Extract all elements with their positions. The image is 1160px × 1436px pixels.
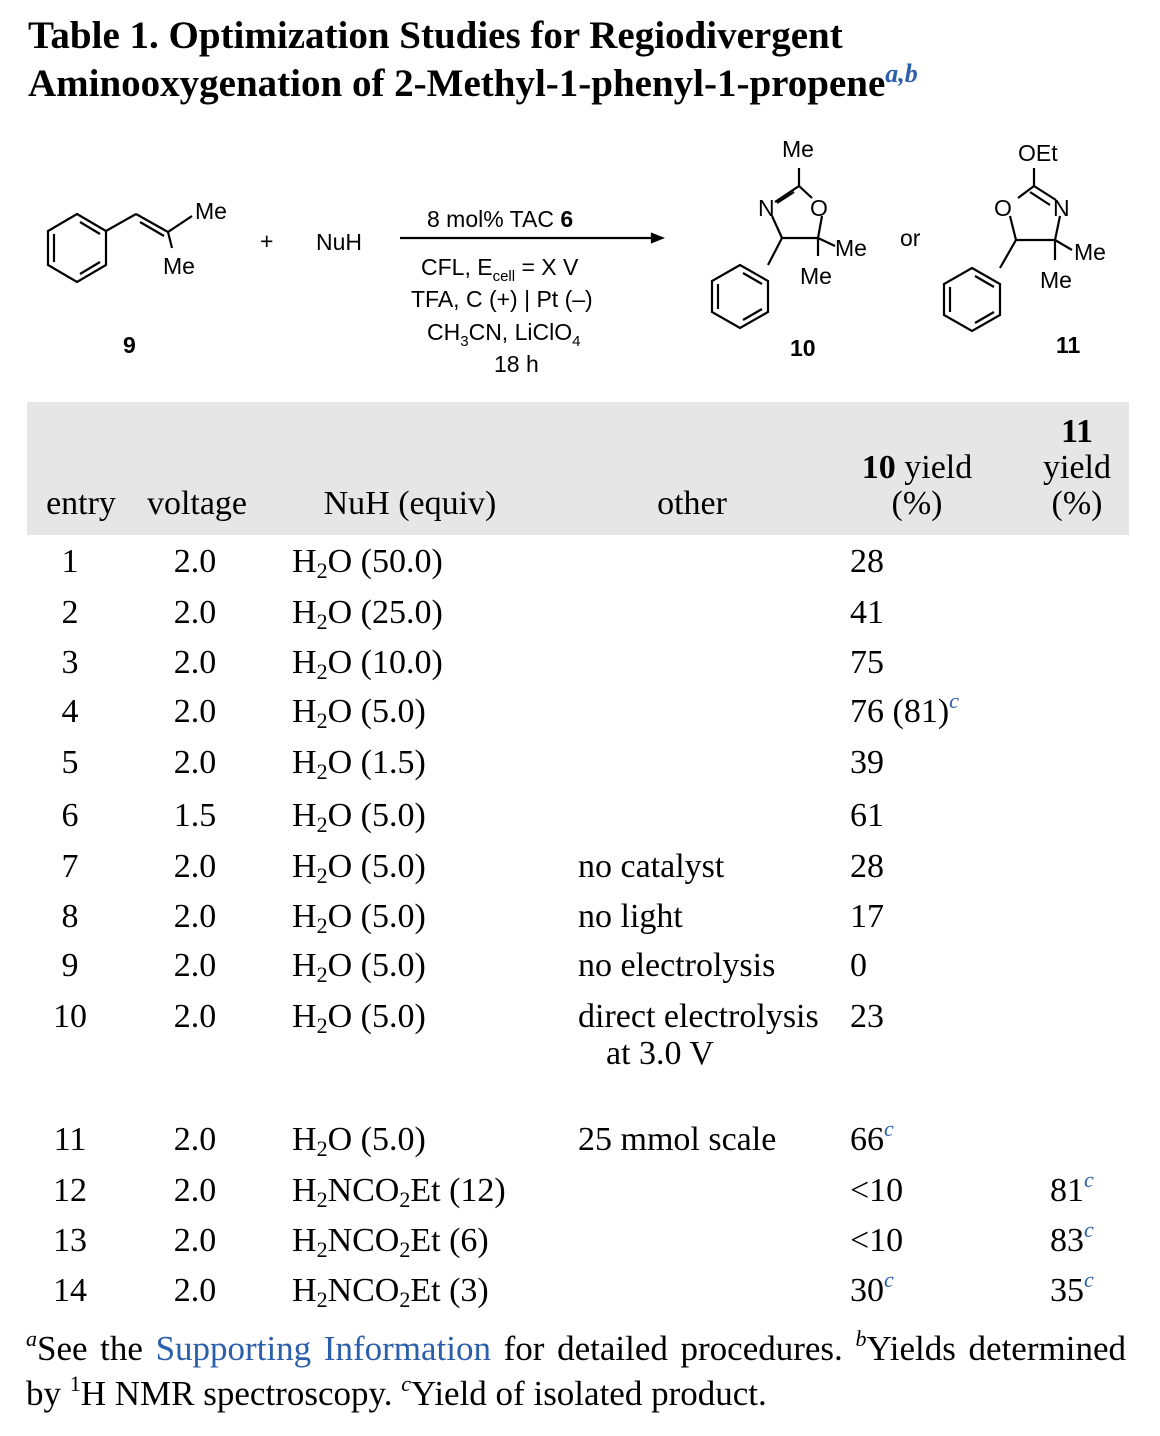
product-10-me-top: Me [782,136,814,162]
cell-yield-11-footnote: c [1084,1217,1094,1242]
header-yield-11-text: yield [1043,449,1111,486]
cell-nuh: $H_2O$ (5.0) [292,998,426,1038]
header-yield-10 [847,450,987,486]
cell-voltage: 2.0 [173,898,217,935]
cell-yield-10 [850,1267,894,1309]
cell-voltage: 2.0 [173,1121,217,1158]
substrate-bond-me-top [168,216,192,232]
cell-nuh: $H_2O$ (10.0) [292,644,443,684]
footnote-a-text-pre: See the [37,1329,156,1368]
cell-voltage: 2.0 [173,1172,217,1209]
header-voltage: voltage [146,485,248,522]
cell-nuh: $H_2O$ (5.0) [292,947,426,987]
table-row [0,1167,1160,1212]
cell-entry: 3 [61,644,79,681]
cell-nuh-equiv: (10.0) [360,644,443,681]
cell-yield-10 [850,848,884,885]
cell-entry: 10 [53,998,87,1035]
header-other: other [657,485,727,522]
cell-yield-10-value: 41 [850,594,884,631]
cell-nuh-equiv: (5.0) [360,693,426,730]
footnote-b-text-post: H NMR spectroscopy. [80,1374,402,1413]
conditions-line-1 [427,206,573,232]
cell-yield-10 [850,898,884,935]
nucleophile-label: NuH [316,229,363,255]
cell-yield-10-value: 23 [850,998,884,1035]
cell-nuh-equiv: (5.0) [360,797,426,834]
footnote-b-superscript: 1 [69,1371,81,1396]
product-10-bond-to-phenyl [768,238,782,265]
cell-nuh: $H_2O$ (1.5) [292,744,426,784]
conditions-catalyst-number: 6 [560,206,574,232]
table-row [0,543,1160,583]
or-label: or [900,225,921,251]
cell-entry: 5 [61,744,79,781]
header-yield-11-number: 11 [1060,413,1094,450]
table-row [0,898,1160,938]
conditions-subscript-4: 4 [572,333,581,350]
substrate-bond-1 [106,214,136,231]
cell-entry: 11 [53,1121,87,1158]
cell-nuh-equiv: (5.0) [360,898,426,935]
conditions-line-4 [427,319,580,350]
cell-nuh: $H_2O$ (5.0) [292,848,426,888]
cell-nuh-equiv: (5.0) [360,998,426,1035]
cell-nuh: $H_2O$ (25.0) [292,594,443,634]
cell-entry: 1 [61,543,79,580]
cell-yield-10-value: 61 [850,797,884,834]
cell-yield-11 [1050,1217,1094,1259]
reaction-scheme [0,128,1160,400]
cell-yield-10-value: 30 [850,1272,884,1309]
compound-number-11: 11 [1056,332,1081,358]
cell-nuh-equiv: (1.5) [360,744,426,781]
footnote-b-text-pre: Yields determined by [26,1329,1126,1413]
conditions-solvent-ch: CH [427,319,461,345]
table-row [0,797,1160,837]
cell-voltage: 2.0 [173,1222,217,1259]
cell-entry: 2 [61,594,79,631]
cell-nuh-equiv: (3) [449,1272,489,1309]
header-yield-10-unit: (%) [891,485,943,522]
cell-nuh: $H_2NCO_2Et$ (6) [292,1222,489,1262]
conditions-solvent-mid: CN, LiClO [468,319,573,345]
plus-sign: + [260,228,274,254]
cell-other: no light [578,898,683,935]
title-line-2 [28,60,1128,108]
product-11-bond-to-phenyl [1000,240,1016,268]
cell-yield-10 [850,1116,894,1158]
cell-other: direct electrolysis at 3.0 V [578,998,819,1072]
conditions-line-3: TFA, C (+) | Pt (–) [411,286,593,312]
cell-yield-10-value: 76 (81) [850,693,950,730]
table-row [0,594,1160,634]
product-11-n-atom: N [1053,195,1070,221]
cell-entry: 7 [61,848,79,885]
cell-voltage: 1.5 [173,797,217,834]
title-footnote-marks[interactable]: a,b [885,59,918,88]
product-11-me-bottom: Me [1040,267,1072,293]
cell-voltage: 2.0 [173,1272,217,1309]
substrate-me-top: Me [195,198,227,224]
header-yield-10-text: yield [895,449,973,486]
product-10-n-atom: N [758,195,775,221]
cell-entry: 4 [61,693,79,730]
table-row [0,947,1160,987]
cell-entry: 6 [61,797,79,834]
cell-yield-10 [850,644,884,681]
cell-yield-10-value: 39 [850,744,884,781]
cell-yield-10 [850,947,867,984]
footnote-b-mark: b [855,1326,867,1351]
header-nuh-equiv: NuH (equiv) [323,485,497,522]
cell-yield-11-footnote: c [1084,1167,1094,1192]
conditions-line-5: 18 h [494,351,539,377]
cell-yield-10-value: 0 [850,947,867,984]
conditions-cfl-text: CFL, E [421,254,493,280]
cell-entry: 14 [53,1272,87,1309]
substrate-benzene-ring [48,214,106,282]
cell-nuh: $H_2NCO_2Et$ (3) [292,1272,489,1312]
conditions-subscript-3: 3 [460,333,469,350]
table-title [28,12,1128,108]
compound-number-9: 9 [123,332,136,358]
cell-entry: 13 [53,1222,87,1259]
cell-voltage: 2.0 [173,744,217,781]
footnote-c-mark: c [401,1371,411,1396]
product-11-oet: OEt [1018,140,1058,166]
cell-yield-10-footnote: c [949,688,959,713]
cell-nuh: $H_2O$ (50.0) [292,543,443,583]
footnote-a-text-post: for detailed procedures. [490,1329,856,1368]
table-row [0,644,1160,684]
header-entry: entry [46,485,116,522]
cell-yield-10 [850,688,959,730]
cell-yield-10 [850,543,884,580]
cell-nuh-equiv: (6) [449,1222,489,1259]
product-11-benzene-ring [944,268,1000,331]
cell-yield-10 [850,998,884,1035]
cell-voltage: 2.0 [173,693,217,730]
cell-nuh: $H_2O$ (5.0) [292,693,426,733]
cell-other: no electrolysis [578,947,776,984]
cell-voltage: 2.0 [173,848,217,885]
cell-yield-10 [850,594,884,631]
table-row [0,1217,1160,1262]
cell-entry: 12 [53,1172,87,1209]
header-yield-11-unit: (%) [1051,485,1103,522]
cell-other: 25 mmol scale [578,1121,777,1158]
table-header [27,402,1129,535]
title-line-2-text: Aminooxygenation of 2-Methyl-1-phenyl-1-propene [28,62,886,105]
cell-nuh-equiv: (50.0) [360,543,443,580]
compound-number-10: 10 [790,335,816,361]
cell-nuh: $H_2O$ (5.0) [292,1121,426,1161]
cell-voltage: 2.0 [173,947,217,984]
substrate-bond-me-bottom [168,232,172,248]
cell-voltage: 2.0 [173,644,217,681]
conditions-voltage-text: = X V [515,254,579,280]
product-11-o-atom: O [994,195,1012,221]
cell-yield-10-value: 17 [850,898,884,935]
cell-yield-10-value: 28 [850,543,884,580]
cell-nuh: $H_2O$ (5.0) [292,898,426,938]
cell-yield-11-footnote: c [1084,1267,1094,1292]
cell-other: no catalyst [578,848,725,885]
cell-nuh-equiv: (5.0) [360,848,426,885]
cell-nuh-equiv: (5.0) [360,947,426,984]
cell-yield-10-value: 66 [850,1121,884,1158]
table-row [0,1116,1160,1161]
cell-yield-11-value: 35 [1050,1272,1084,1309]
table-footnotes [26,1326,1126,1416]
cell-yield-10 [850,1222,903,1259]
table-row [0,744,1160,784]
cell-yield-10-value: 28 [850,848,884,885]
conditions-ecell-subscript: cell [492,268,516,285]
cell-yield-10-value: <10 [850,1222,904,1259]
product-10-benzene-ring [712,265,768,328]
supporting-information-link[interactable]: Supporting Information [155,1329,491,1368]
reaction-arrowhead [652,234,662,242]
conditions-line-2 [421,254,579,285]
footnote-c-text: Yield of isolated product. [410,1374,767,1413]
cell-yield-11-value: 83 [1050,1222,1084,1259]
cell-yield-11 [1050,1267,1094,1309]
cell-yield-10-value: <10 [850,1172,904,1209]
cell-entry: 8 [61,898,79,935]
conditions-catalyst-text: 8 mol% TAC [427,206,561,232]
footnote-a-mark: a [26,1326,37,1351]
title-line-1: Table 1. Optimization Studies for Regiodivergent [28,14,843,57]
cell-nuh: $H_2NCO_2Et$ (12) [292,1172,506,1212]
product-11-me-right: Me [1074,239,1106,265]
header-yield-10-number: 10 [861,449,896,486]
cell-yield-10-footnote: c [884,1267,894,1292]
cell-yield-11-value: 81 [1050,1172,1084,1209]
cell-nuh-equiv: (12) [449,1172,506,1209]
cell-nuh-equiv: (5.0) [360,1121,426,1158]
cell-yield-10-footnote: c [884,1116,894,1141]
cell-yield-10 [850,744,884,781]
cell-entry: 9 [61,947,79,984]
table-row [0,848,1160,888]
table-row [0,688,1160,733]
table-row [0,998,1160,1072]
product-10-o-atom: O [810,195,828,221]
cell-voltage: 2.0 [173,594,217,631]
table-row [0,1267,1160,1312]
product-10-me-right: Me [835,235,867,261]
cell-nuh-equiv: (25.0) [360,594,443,631]
product-10-me-bottom: Me [800,263,832,289]
cell-yield-11 [1050,1167,1094,1209]
cell-yield-10 [850,1172,903,1209]
substrate-me-bottom: Me [163,253,195,279]
cell-nuh: $H_2O$ (5.0) [292,797,426,837]
cell-voltage: 2.0 [173,543,217,580]
cell-voltage: 2.0 [173,998,217,1035]
cell-yield-10-value: 75 [850,644,884,681]
cell-yield-10 [850,797,884,834]
